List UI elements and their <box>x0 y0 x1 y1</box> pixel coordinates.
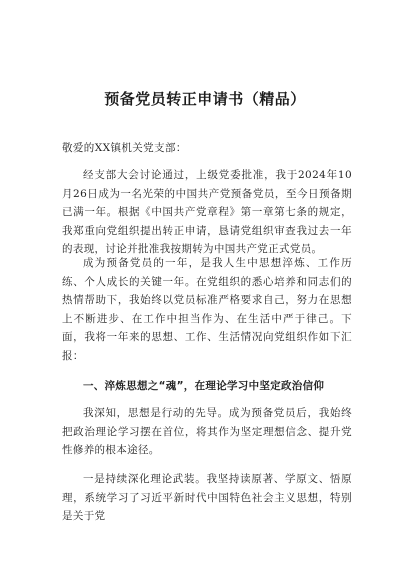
section-heading: 一、淬炼思想之“魂”，在理论学习中坚定政治信仰 <box>83 380 325 392</box>
body-paragraph: 成为预备党员的一年，是我人生中思想淬炼、工作历练、个人成长的关键一年。在党组织的悉心培养和同志们的热情帮助下，我始终以党员标准严格要求自己，努力在思想上不断进步、在工作中担当作为、在生活中严于律己。下面，我将一年来的思想、工作、生活情况向党组织作如下汇报： <box>62 257 352 362</box>
body-paragraph: 一是持续深化理论武装。我坚持读原著、学原文、悟原理，系统学习了习近平新时代中国特色社会主义思想，特别是关于党 <box>62 473 352 522</box>
document-title: 预备党员转正申请书（精品） <box>104 90 306 108</box>
body-paragraph: 我深知，思想是行动的先导。成为预备党员后，我始终把政治理论学习摆在首位，将其作为坚定理想信念、提升党性修养的根本途径。 <box>62 407 352 456</box>
salutation: 敬爱的XX镇机关党支部： <box>62 142 187 154</box>
body-paragraph: 经支部大会讨论通过，上级党委批准，我于2024年10月26日成为一名光荣的中国共产党预备党员，至今日预备期已满一年。根据《中国共产党章程》第一章第七条的规定，我郑重向党组织提出转正申请，恳请党组织审查我过去一年的表现，讨论并批准我按期转为中国共产党正式党员。 <box>62 169 352 255</box>
